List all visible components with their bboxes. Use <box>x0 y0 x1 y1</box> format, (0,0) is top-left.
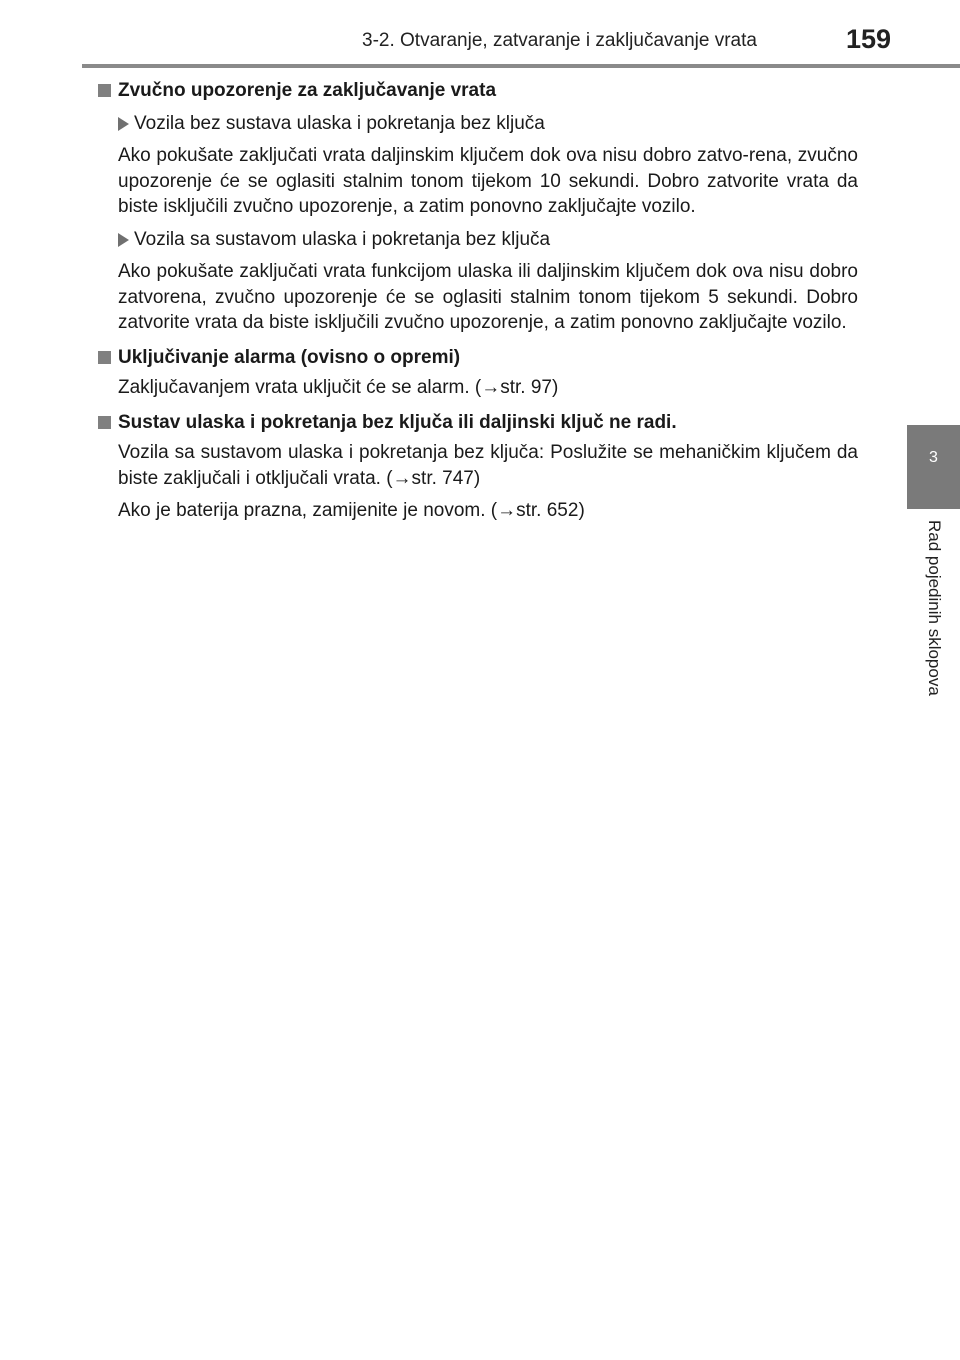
section-heading-buzzer <box>98 78 858 104</box>
square-bullet-icon <box>98 84 111 97</box>
paragraph: Ako pokušate zaključati vrata daljinskim ključem dok ova nisu dobro zatvo-rena, zvučno upozorenje će se oglasiti stalnim tonom tijekom 10 sekundi. Dobro zatvorite vrata da biste isključili zvučno upozorenje, a zatim ponovno zaključajte vozilo. <box>118 145 858 217</box>
square-bullet-icon <box>98 351 111 364</box>
heading-text: Uključivanje alarma (ovisno o opremi) <box>118 346 461 368</box>
paragraph: Vozila sa sustavom ulaska i pokretanja bez ključa: Poslužite se mehaničkim ključem da biste zaključali i otključali vrata. (→str. 747) <box>118 442 858 489</box>
header-divider <box>82 64 960 68</box>
paragraph: Ako je baterija prazna, zamijenite je novom. (→str. 652) <box>118 500 585 521</box>
subheading-no-smart-key <box>118 111 858 137</box>
page-content <box>98 78 858 524</box>
section-heading-alarm <box>98 345 858 371</box>
heading-text: Sustav ulaska i pokretanja bez ključa ili daljinski ključ ne radi. <box>118 411 677 433</box>
subheading-smart-key <box>118 227 858 253</box>
subheading-text: Vozila sa sustavom ulaska i pokretanja bez ključa <box>134 228 551 250</box>
section-heading-malfunction <box>98 410 858 436</box>
page-header <box>0 0 960 64</box>
paragraph: Zaključavanjem vrata uključit će se alarm. (→str. 97) <box>118 377 559 398</box>
chapter-label: Rad pojedinih sklopova <box>925 520 944 696</box>
heading-text: Zvučno upozorenje za zaključavanje vrata <box>118 80 497 101</box>
section-title: 3-2. Otvaranje, zatvaranje i zaključavanje vrata <box>362 30 757 51</box>
page-number: 159 <box>846 24 892 54</box>
triangle-bullet-icon <box>118 117 129 131</box>
chapter-number: 3 <box>929 449 938 466</box>
paragraph: Ako pokušate zaključati vrata funkcijom ulaska ili daljinskim ključem dok ova nisu dobro zatvorena, zvučno upozorenje će se oglasiti stalnim tonom tijekom 5 sekundi. Dobro zatvorite vrata da biste isključili zvučno upozorenje, a zatim ponovno zaključajte vozilo. <box>118 261 858 333</box>
subheading-text: Vozila bez sustava ulaska i pokretanja bez ključa <box>134 112 545 134</box>
square-bullet-icon <box>98 416 111 429</box>
triangle-bullet-icon <box>118 233 129 247</box>
chapter-tab <box>907 425 960 509</box>
